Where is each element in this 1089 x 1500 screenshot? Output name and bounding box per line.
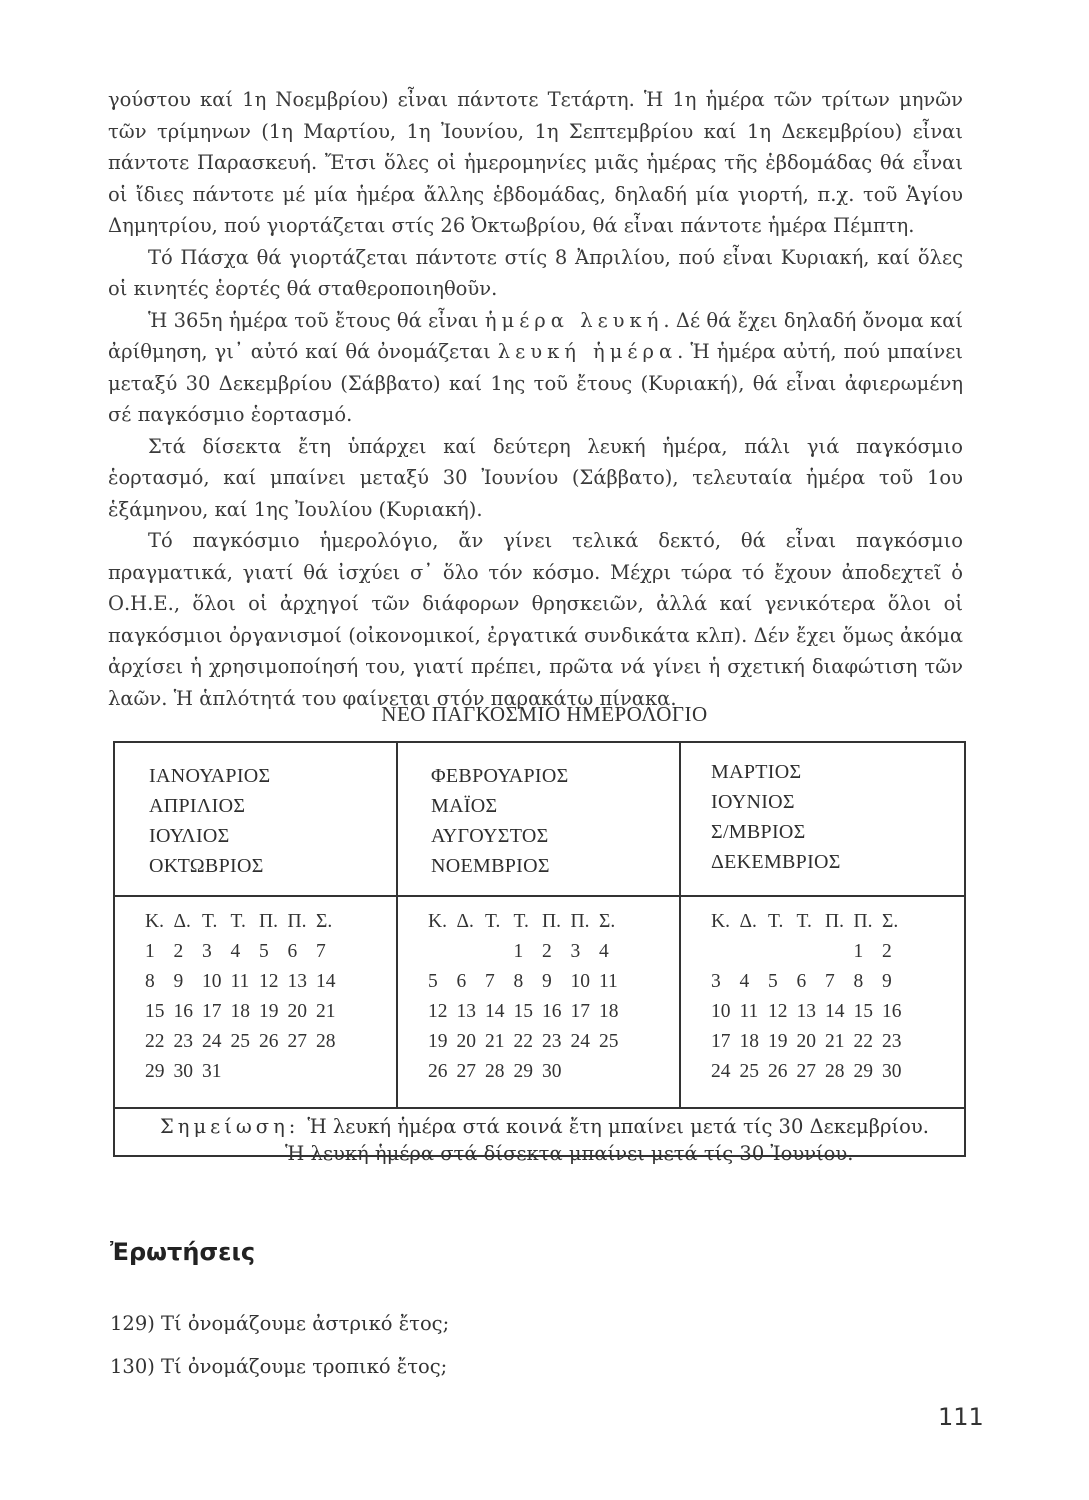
weekday-label: Τ. <box>485 911 501 932</box>
day-number: 22 <box>853 1031 873 1052</box>
spaced-term: λευκή ἡμέρα <box>497 340 678 363</box>
month-list <box>431 761 569 881</box>
weekday-header <box>145 907 345 937</box>
month-name: ΙΑΝΟΥΑΡΙΟΣ <box>149 765 271 787</box>
day-number: 27 <box>456 1061 476 1082</box>
month-name: ΜΑΪΟΣ <box>431 795 498 817</box>
day-number: 8 <box>145 971 155 992</box>
day-number: 9 <box>882 971 892 992</box>
month-name: ΔΕΚΕΜΒΡΙΟΣ <box>711 851 841 873</box>
days-row <box>115 895 964 1109</box>
spaced-term: ἡμέρα λευκή <box>484 308 664 332</box>
weekday-label: Π. <box>570 911 590 932</box>
day-number: 7 <box>825 971 835 992</box>
day-number: 15 <box>513 1001 533 1022</box>
month-list <box>711 757 841 877</box>
day-number: 25 <box>230 1031 250 1052</box>
day-number: 16 <box>542 1001 562 1022</box>
day-number: 5 <box>428 971 438 992</box>
day-number: 17 <box>202 1001 222 1022</box>
day-number: 2 <box>542 941 552 962</box>
question-item: 130) Τί ὀνομάζουμε τροπικό ἔτος; <box>110 1355 448 1378</box>
weekday-label: Π. <box>259 911 278 932</box>
day-number: 16 <box>882 1001 902 1022</box>
weekday-label: Τ. <box>796 911 812 932</box>
day-number: 13 <box>456 1001 476 1022</box>
calendar-table <box>113 741 966 1165</box>
day-number: 26 <box>428 1061 448 1082</box>
weekday-label: Π. <box>853 911 873 932</box>
day-number: 7 <box>316 941 326 962</box>
days-cell <box>115 895 398 1107</box>
day-number: 23 <box>882 1031 902 1052</box>
day-number: 8 <box>513 971 524 992</box>
day-number: 3 <box>570 941 581 962</box>
body-text <box>108 84 963 714</box>
day-number: 24 <box>711 1061 731 1082</box>
week-row <box>711 967 911 997</box>
day-number: 5 <box>768 971 778 992</box>
day-number: 8 <box>853 971 864 992</box>
day-number: 11 <box>599 971 618 992</box>
day-number: 9 <box>542 971 552 992</box>
day-number: 13 <box>287 971 307 992</box>
day-number: 20 <box>456 1031 476 1052</box>
day-number: 6 <box>796 971 807 992</box>
day-number: 15 <box>853 1001 873 1022</box>
week-row <box>428 967 628 997</box>
day-number: 1 <box>513 941 524 962</box>
day-number: 2 <box>173 941 184 962</box>
day-number: 17 <box>570 1001 590 1022</box>
day-number: 5 <box>259 941 269 962</box>
day-grid <box>711 907 911 1087</box>
paragraph-text: . Δέ θά ἔχει δηλαδή ὄνομα καί ἀρίθμηση, γι᾽ αὐτό καί θά ὀνομάζεται <box>108 308 964 363</box>
day-number: 22 <box>513 1031 533 1052</box>
month-name: Σ/ΜΒΡΙΟΣ <box>711 821 806 843</box>
month-cell <box>681 743 964 895</box>
day-number: 28 <box>485 1061 505 1082</box>
day-number: 18 <box>599 1001 619 1022</box>
week-row <box>711 1027 911 1057</box>
questions-heading: Ἐρωτήσεις <box>110 1238 256 1266</box>
weekday-label: Σ. <box>599 911 616 932</box>
weekday-header <box>711 907 911 937</box>
weekday-label: Σ. <box>882 911 899 932</box>
weekday-label: Π. <box>542 911 561 932</box>
day-number: 11 <box>739 1001 759 1022</box>
day-number: 21 <box>485 1031 505 1052</box>
weekday-label: Κ. <box>428 911 447 932</box>
day-number: 6 <box>287 941 298 962</box>
day-number: 18 <box>739 1031 759 1052</box>
day-number: 10 <box>570 971 590 992</box>
day-number: 21 <box>316 1001 336 1022</box>
note-line <box>160 1115 929 1138</box>
calendar-note <box>115 1107 964 1165</box>
day-number: 3 <box>202 941 212 962</box>
note-label: Σημείωση: <box>160 1115 300 1138</box>
week-row <box>711 937 911 967</box>
day-number: 9 <box>173 971 184 992</box>
month-name: ΝΟΕΜΒΡΙΟΣ <box>431 855 550 877</box>
day-number: 26 <box>259 1031 279 1052</box>
day-number: 12 <box>768 1001 788 1022</box>
note-text: Ἡ λευκή ἡμέρα στά κοινά ἔτη μπαίνει μετά τίς 30 Δεκεμβρίου. <box>307 1115 929 1138</box>
month-name: ΦΕΒΡΟΥΑΡΙΟΣ <box>431 765 569 787</box>
day-number: 29 <box>513 1061 533 1082</box>
week-row <box>428 1027 628 1057</box>
day-number: 22 <box>145 1031 165 1052</box>
day-number: 25 <box>739 1061 759 1082</box>
paragraph: Τό Πάσχα θά γιορτάζεται πάντοτε στίς 8 Ἀπριλίου, πού εἶναι Κυριακή, καί ὅλες οἱ κινητές ἑορτές θά σταθεροποιηθοῦν. <box>108 245 963 300</box>
day-number: 10 <box>711 1001 731 1022</box>
day-number: 18 <box>230 1001 250 1022</box>
months-row <box>115 743 964 897</box>
day-number: 19 <box>259 1001 279 1022</box>
day-number: 15 <box>145 1001 165 1022</box>
calendar-title: ΝΕΟ ΠΑΓΚΟΣΜΙΟ ΗΜΕΡΟΛΟΓΙΟ <box>381 702 708 726</box>
day-number: 19 <box>768 1031 788 1052</box>
day-number: 7 <box>485 971 495 992</box>
day-number: 24 <box>570 1031 590 1052</box>
day-number: 27 <box>796 1061 816 1082</box>
day-number: 14 <box>316 971 336 992</box>
week-row <box>428 1057 628 1087</box>
day-number: 1 <box>853 941 864 962</box>
week-row <box>428 937 628 967</box>
week-row <box>711 1057 911 1087</box>
day-number: 2 <box>882 941 892 962</box>
weekday-header <box>428 907 628 937</box>
day-number: 19 <box>428 1031 448 1052</box>
paragraph: Τό παγκόσμιο ἡμερολόγιο, ἄν γίνει τελικά δεκτό, θά εἶναι παγκόσμιο πραγματικά, γιατί θά ἰσχύει σ᾽ ὅλο τόν κόσμο. Μέχρι τώρα τό ἔχουν ἀποδεχτεῖ ὁ Ο.Η.Ε., ὅλοι οἱ ἀρχηγοί τῶν διάφορων θρησκειῶν, ἀλλά καί γενικότερα ὅλοι οἱ παγκόσμιοι ὀργανισμοί (οἰκονομικοί, ἐργατικά συνδικάτα κλπ). Δέν ἔχει ὅμως ἀκόμα ἀρχίσει ἡ χρησιμοποίησή του, γιατί πρέπει, πρῶτα νά γίνει ἡ σχετική διαφώτιση τῶν λαῶν. Ἡ ἁπλότητά του φαίνεται στόν παρακάτω πίνακα. <box>108 529 963 710</box>
weekday-label: Π. <box>287 911 307 932</box>
note-line: Ἡ λευκή ἡμέρα στά δίσεκτα μπαίνει μετά τίς 30 Ἰουνίου. <box>285 1142 854 1165</box>
week-row <box>145 997 345 1027</box>
week-row <box>145 1057 345 1087</box>
day-grid <box>428 907 628 1087</box>
month-list <box>149 761 270 881</box>
day-number: 16 <box>173 1001 193 1022</box>
paragraph-text: . Ἡ ἡμέρα αὐτή, πού μπαίνει μεταξύ 30 Δεκεμβρίου (Σάββατο) καί 1ης τοῦ ἔτους (Κυριακή), θά εἶναι ἀφιερωμένη σέ παγκόσμιο ἑορτασμό. <box>108 340 963 426</box>
month-cell <box>115 743 398 895</box>
day-number: 6 <box>456 971 467 992</box>
day-number: 11 <box>230 971 250 992</box>
week-row <box>711 997 911 1027</box>
day-number: 10 <box>202 971 222 992</box>
day-number: 31 <box>202 1061 222 1082</box>
month-name: ΟΚΤΩΒΡΙΟΣ <box>149 855 264 877</box>
weekday-label: Π. <box>825 911 844 932</box>
month-name: ΙΟΥΛΙΟΣ <box>149 825 230 847</box>
day-number: 12 <box>259 971 279 992</box>
paragraph: γούστου καί 1η Νοεμβρίου) εἶναι πάντοτε Τετάρτη. Ἡ 1η ἡμέρα τῶν τρίτων μηνῶν τῶν τρίμηνων (1η Μαρτίου, 1η Ἰουνίου, 1η Σεπτεμβρίου καί 1η Δεκεμβρίου) εἶναι πάντοτε Παρασκευή. Ἔτσι ὅλες οἱ ἡμερομηνίες μιᾶς ἡμέρας τῆς ἑβδομάδας θά εἶναι οἱ ἴδιες πάντοτε μέ μία ἡμέρα ἄλλης ἑβδομάδας, δηλαδή μία γιορτή, π.χ. τοῦ Ἁγίου Δημητρίου, πού γιορτάζεται στίς 26 Ὀκτωβρίου, θά εἶναι πάντοτε ἡμέρα Πέμπτη. <box>108 88 963 237</box>
weekday-label: Τ. <box>202 911 218 932</box>
week-row <box>145 1027 345 1057</box>
page-number: 111 <box>938 1403 984 1431</box>
month-name: ΑΠΡΙΛΙΟΣ <box>149 795 246 817</box>
weekday-label: Δ. <box>173 911 191 932</box>
week-row <box>145 967 345 997</box>
weekday-label: Δ. <box>739 911 757 932</box>
day-number: 13 <box>796 1001 816 1022</box>
day-grid <box>145 907 345 1087</box>
day-number: 28 <box>825 1061 845 1082</box>
day-number: 29 <box>853 1061 873 1082</box>
day-number: 3 <box>711 971 721 992</box>
day-number: 27 <box>287 1031 307 1052</box>
day-number: 4 <box>739 971 750 992</box>
month-cell <box>398 743 681 895</box>
month-name: ΑΥΓΟΥΣΤΟΣ <box>431 825 549 847</box>
week-row <box>145 937 345 967</box>
day-number: 17 <box>711 1031 731 1052</box>
weekday-label: Τ. <box>768 911 784 932</box>
days-cell <box>681 895 964 1107</box>
day-number: 20 <box>287 1001 307 1022</box>
weekday-label: Κ. <box>711 911 730 932</box>
day-number: 23 <box>542 1031 562 1052</box>
paragraph: Στά δίσεκτα ἔτη ὑπάρχει καί δεύτερη λευκή ἡμέρα, πάλι γιά παγκόσμιο ἑορτασμό, καί μπαίνει μεταξύ 30 Ἰουνίου (Σάββατο), τελευταία ἡμέρα τοῦ 1ου ἑξάμηνου, καί 1ης Ἰουλίου (Κυριακή). <box>108 434 963 521</box>
day-number: 12 <box>428 1001 448 1022</box>
day-number: 25 <box>599 1031 619 1052</box>
month-name: ΙΟΥΝΙΟΣ <box>711 791 795 813</box>
weekday-label: Κ. <box>145 911 164 932</box>
weekday-label: Σ. <box>316 911 333 932</box>
day-number: 4 <box>230 941 241 962</box>
day-number: 26 <box>768 1061 788 1082</box>
paragraph-white-day <box>108 305 963 431</box>
weekday-label: Τ. <box>513 911 529 932</box>
week-row <box>428 997 628 1027</box>
day-number: 1 <box>145 941 155 962</box>
paragraph-text: Ἡ 365η ἡμέρα τοῦ ἔτους θά εἶναι <box>148 308 479 332</box>
day-number: 29 <box>145 1061 165 1082</box>
day-number: 20 <box>796 1031 816 1052</box>
day-number: 14 <box>825 1001 845 1022</box>
day-number: 24 <box>202 1031 222 1052</box>
day-number: 14 <box>485 1001 505 1022</box>
day-number: 30 <box>882 1061 902 1082</box>
days-cell <box>398 895 681 1107</box>
day-number: 21 <box>825 1031 845 1052</box>
day-number: 28 <box>316 1031 336 1052</box>
question-item: 129) Τί ὀνομάζουμε ἀστρικό ἔτος; <box>110 1312 450 1335</box>
day-number: 30 <box>173 1061 193 1082</box>
day-number: 23 <box>173 1031 193 1052</box>
month-name: ΜΑΡΤΙΟΣ <box>711 761 802 783</box>
day-number: 30 <box>542 1061 562 1082</box>
weekday-label: Τ. <box>230 911 246 932</box>
weekday-label: Δ. <box>456 911 474 932</box>
day-number: 4 <box>599 941 609 962</box>
